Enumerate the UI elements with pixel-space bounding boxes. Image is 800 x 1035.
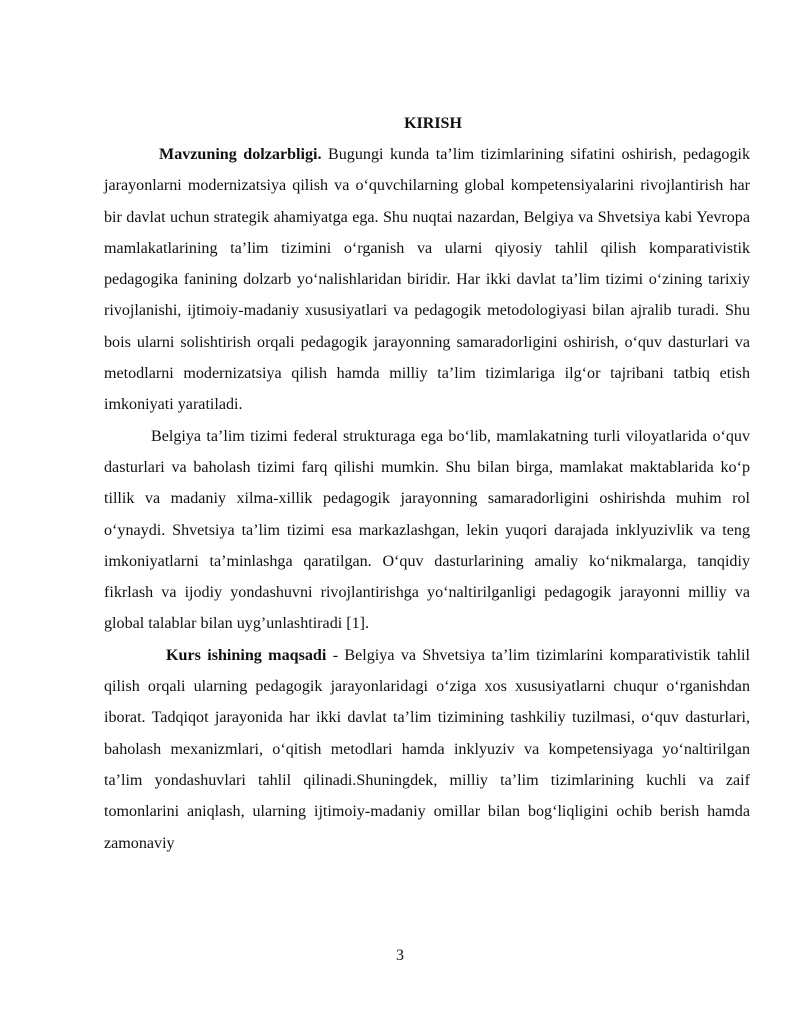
paragraph-course-goal (104, 640, 750, 859)
paragraph-lead-course-goal: Kurs ishining maqsadi (166, 646, 327, 664)
document-page (104, 108, 750, 859)
paragraph-belgium (104, 421, 750, 640)
paragraph-relevance (104, 139, 750, 421)
paragraph-text-belgium: Belgiya ta’lim tizimi federal strukturaga ega bo‘lib, mamlakatning turli viloyatlarida o‘quv dasturlari va baholash tizimi farq qilishi mumkin. Shu bilan birga, mamlakat maktablarida ko‘p tillik va madaniy xilma-xillik pedagogik jarayonning samaradorligini oshirishda muhim rol o‘ynaydi. Shvetsiya ta’lim tizimi esa markazlashgan, lekin yuqori darajada inklyuzivlik va teng imkoniyatlarni ta’minlashga qaratilgan. O‘quv dasturlarining amaliy ko‘nikmalarga, tanqidiy fikrlash va ijodiy yondashuvni rivojlantirishga yo‘naltirilganligi pedagogik jarayonni milliy va global talablar bilan uyg’unlashtiradi [1]. (104, 427, 750, 633)
paragraph-text-course-goal: - Belgiya va Shvetsiya ta’lim tizimlarini komparativistik tahlil qilish orqali ularning pedagogik jarayonlaridagi o‘ziga xos xususiyatlarni chuqur o‘rganishdan iborat. Tadqiqot jarayonida har ikki davlat ta’lim tizimining tashkiliy tuzilmasi, o‘quv dasturlari, baholash mexanizmlari, o‘qitish metodlari hamda inklyuziv va kompetensiyaga yo‘naltirilgan ta’lim yondashuvlari tahlil qilinadi.Shuningdek, milliy ta’lim tizimlarining kuchli va zaif tomonlarini aniqlash, ularning ijtimoiy-madaniy omillar bilan bog‘liqligini ochib berish hamda zamonaviy (104, 646, 750, 852)
paragraph-text-relevance: Bugungi kunda ta’lim tizimlarining sifatini oshirish, pedagogik jarayonlarni modernizatsiya qilish va o‘quvchilarning global kompetensiyalarini rivojlantirish har bir davlat uchun strategik ahamiyatga ega. Shu nuqtai nazardan, Belgiya va Shvetsiya kabi Yevropa mamlakatlarining ta’lim tizimini o‘rganish va ularni qiyosiy tahlil qilish komparativistik pedagogika fanining dolzarb yo‘nalishlaridan biridir. Har ikki davlat ta’lim tizimi o‘zining tarixiy rivojlanishi, ijtimoiy-madaniy xususiyatlari va pedagogik metodologiyasi bilan ajralib turadi. Shu bois ularni solishtirish orqali pedagogik jarayonning samaradorligini oshirish, o‘quv dasturlari va metodlarni modernizatsiya qilish hamda milliy ta’lim tizimlariga ilg‘or tajribani tatbiq etish imkoniyati yaratiladi. (104, 146, 751, 414)
page-title: KIRISH (404, 115, 462, 132)
paragraph-lead-relevance: Mavzuning dolzarbligi. (159, 146, 322, 163)
page-number: 3 (396, 947, 404, 964)
